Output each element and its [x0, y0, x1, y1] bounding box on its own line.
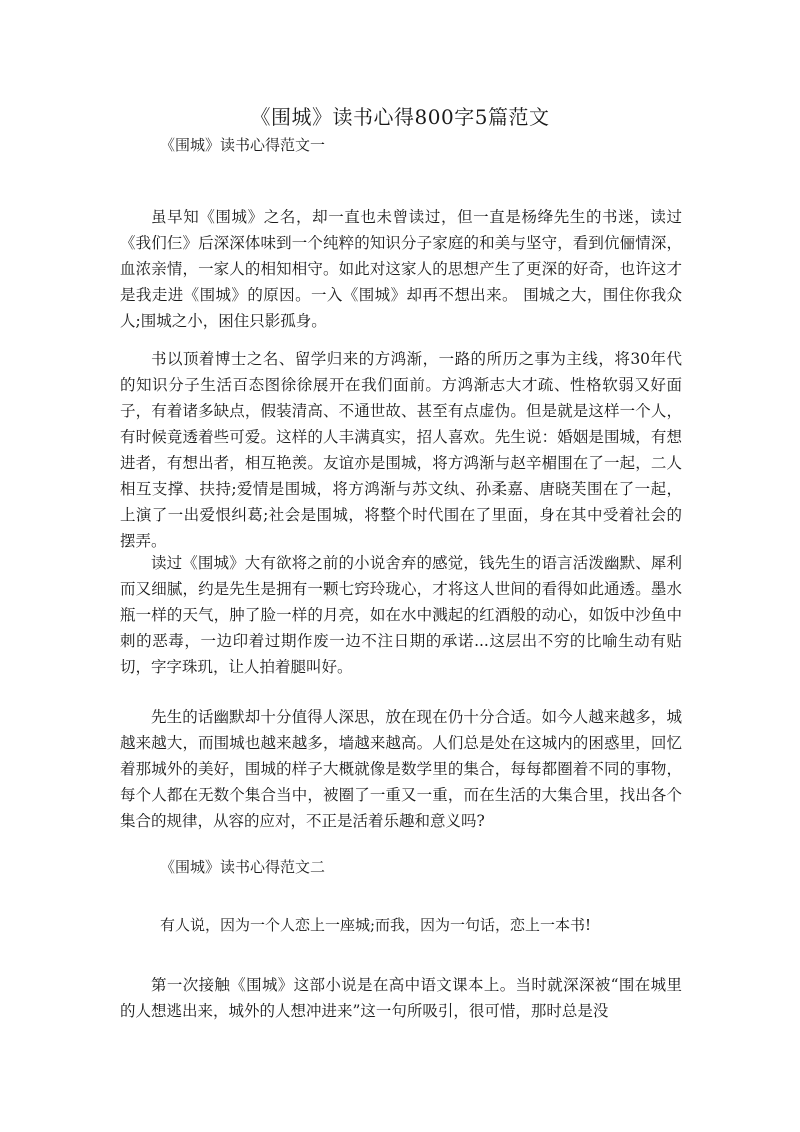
paragraph-1: 虽早知《围城》之名，却一直也未曾读过，但一直是杨绛先生的书迷，读过《我们仨》后深深体味到一个纯粹的知识分子家庭的和美与坚守，看到伉俪情深，血浓亲情，一家人的相知相守。如此对这家人的思想产生了更深的好奇，也许这才是我走进《围城》的原因。一入《围城》却再不想出来。 围城之大，围住你我众人;围城之小，困住只影孤身。 [120, 208, 682, 330]
section-heading-1: 《围城》读书心得范文一 [160, 136, 326, 154]
paragraph-2: 书以顶着博士之名、留学归来的方鸿渐，一路的所历之事为主线，将30年代的知识分子生活百态图徐徐展开在我们面前。方鸿渐志大才疏、性格软弱又好面子，有着诸多缺点，假装清高、不通世故、甚至有点虚伪。但是就是这样一个人，有时候竟透着些可爱。这样的人丰满真实，招人喜欢。先生说：婚姻是围城，有想进者，有想出者，相互艳羡。友谊亦是围城，将方鸿渐与赵辛楣围在了一起，二人相互支撑、扶持;爱情是围城，将方鸿渐与苏文纨、孙柔嘉、唐晓芙围在了一起，上演了一出爱恨纠葛;社会是围城，将整个时代围在了里面，身在其中受着社会的摆弄。 [120, 350, 682, 550]
paragraph-4: 先生的话幽默却十分值得人深思，放在现在仍十分合适。如今人越来越多，城越来越大，而围城也越来越多，墙越来越高。人们总是处在这城内的困惑里，回忆着那城外的美好，围城的样子大概就像是数学里的集合，每每都圈着不同的事物，每个人都在无数个集合当中，被圈了一重又一重，而在生活的大集合里，找出各个集合的规律，从容的应对，不正是活着乐趣和意义吗? [120, 708, 682, 830]
document-title: 《围城》读书心得800字5篇范文 [250, 105, 550, 129]
paragraph-5: 有人说，因为一个人恋上一座城;而我，因为一句话，恋上一本书! [160, 916, 592, 934]
paragraph-3: 读过《围城》大有欲将之前的小说舍弃的感觉，钱先生的语言活泼幽默、犀利而又细腻，约是先生是拥有一颗七窍玲珑心，才将这人世间的看得如此通透。墨水瓶一样的天气，肿了脸一样的月亮，如在水中溅起的红酒般的动心，如饭中沙鱼中刺的恶毒，一边印着过期作废一边不注日期的承诺...这层出不穷的比喻生动有贴切，字字珠玑，让人拍着腿叫好。 [120, 554, 682, 676]
section-heading-2: 《围城》读书心得范文二 [160, 858, 326, 876]
paragraph-6: 第一次接触《围城》这部小说是在高中语文课本上。当时就深深被“围在城里的人想逃出来，城外的人想冲进来”这一句所吸引，很可惜，那时总是没 [120, 976, 682, 1020]
